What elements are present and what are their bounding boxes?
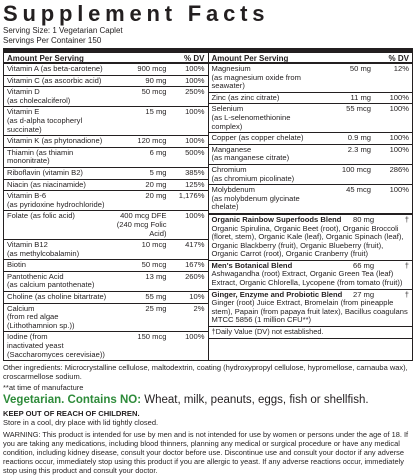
nutrient-label: Zinc (as zinc citrate) — [211, 92, 280, 102]
nutrient-source: inactivated yeast (Saccharomyces cerevisiae)) — [7, 341, 105, 359]
right-rows — [209, 64, 413, 213]
nutrient-row — [209, 133, 413, 145]
nutrient-dv: 100% — [185, 75, 205, 85]
nutrient-name — [212, 134, 314, 143]
nutrient-label: Thiamin (as thiamin mononitrate) — [7, 147, 74, 166]
nutrient-name — [212, 146, 314, 163]
amount-value: 20 mg — [145, 191, 167, 201]
nutrient-amount — [109, 273, 171, 290]
amount-value: 5 mg — [149, 167, 167, 177]
nutrient-row — [209, 104, 413, 133]
nutrient-dv: 167% — [185, 260, 205, 270]
nutrient-dv: 100% — [185, 107, 205, 117]
nutrient-amount — [109, 305, 171, 331]
nutrient-source: (as calcium pantothenate) — [7, 280, 95, 290]
nutrient-source: (as cholecalciferol) — [7, 95, 71, 105]
amount-value: 2.3 mg — [347, 144, 371, 154]
nutrient-row — [209, 185, 413, 213]
blend-amount: 27 mg — [353, 289, 375, 299]
nutrient-label: Copper (as copper chelate) — [211, 133, 304, 143]
amount-value: 90 mg — [145, 75, 167, 85]
nutrient-source: (as d-alpha tocopheryl succinate) — [7, 115, 83, 134]
nutrient-row — [4, 240, 208, 260]
nutrient-label: Selenium — [211, 104, 244, 114]
nutrient-label: Vitamin B12 — [7, 240, 48, 250]
blend-name: Men's Botanical Blend — [211, 260, 293, 270]
nutrient-row — [4, 87, 208, 107]
blend-row — [209, 290, 413, 327]
nutrient-amount — [313, 105, 375, 131]
other-ingredients: Other ingredients: Microcrystalline cellulose, maltodextrin, coating (hydroxypropyl cellulose, hypromellose, carnauba wax), croscarmellose sodium. — [3, 363, 408, 382]
blend-row — [209, 213, 413, 261]
nutrient-name — [7, 212, 109, 238]
nutrient-row — [209, 64, 413, 93]
nutrient-row — [4, 191, 208, 211]
nutrient-label: Choline (as choline bitartrate) — [7, 292, 107, 302]
amount-value: 120 mcg — [137, 136, 167, 146]
warning-text: WARNING: This product is intended for use by men and is not intended for use by women or persons under the age of 18. If you are taking any medications, including blood thinners, planning any medical or surgical procedure or have any medical condition, including kidney disease, consult your doctor before use. Discontinue use and consult your doctor if any adverse reactions occur, immediately stop using this product if you are allergic to yeast. If any adverse reactions occur, immediately stop using this product and consult your doctor. — [3, 430, 409, 475]
nutrient-dv: 100% — [389, 185, 409, 195]
amount-note: (240 mcg Folic Acid) — [116, 219, 167, 238]
nutrient-name — [212, 105, 314, 131]
nutrient-row — [4, 180, 208, 192]
nutrient-label: Pantothenic Acid — [7, 271, 64, 281]
nutrient-source: (as pyridoxine hydrochloride) — [7, 199, 105, 209]
amount-value: 55 mcg — [346, 104, 371, 114]
nutrient-dv: 1,176% — [178, 191, 205, 201]
nutrient-row — [4, 76, 208, 88]
right-header — [209, 53, 413, 64]
vegetarian-label: Vegetarian. Contains NO: — [3, 394, 142, 407]
nutrient-label: Molybdenum — [211, 185, 255, 195]
nutrient-amount — [109, 65, 171, 74]
amount-value: 15 mg — [145, 107, 167, 117]
nutrient-name — [7, 293, 109, 302]
nutrient-dv: 417% — [185, 240, 205, 250]
nutrient-name — [7, 261, 109, 270]
nutrient-amount — [109, 181, 171, 190]
nutrient-dv: 125% — [185, 179, 205, 189]
nutrient-source: (as methylcobalamin) — [7, 248, 80, 258]
blend-dv: † — [404, 214, 409, 224]
nutrient-dv: 2% — [193, 303, 205, 313]
nutrient-label: Magnesium — [211, 64, 251, 73]
nutrient-name — [7, 88, 109, 105]
nutrient-source: (from red algae (Lithothamnion sp.)) — [7, 312, 75, 330]
nutrient-label: Vitamin A (as beta-carotene) — [7, 64, 103, 73]
amount-value: 100 mcg — [341, 164, 371, 174]
nutrient-name — [7, 137, 109, 146]
nutrient-source: (as magnesium oxide from seawater) — [211, 72, 301, 91]
nutrient-label: Niacin (as niacinamide) — [7, 179, 86, 189]
nutrient-name — [7, 169, 109, 178]
left-header — [4, 53, 208, 64]
amount-value: 50 mg — [349, 64, 371, 73]
nutrient-label: Vitamin C (as ascorbic acid) — [7, 75, 102, 85]
nutrient-amount — [109, 261, 171, 270]
nutrient-label: Vitamin E — [7, 107, 40, 117]
nutrient-name — [212, 186, 314, 212]
nutrient-name — [7, 181, 109, 190]
serving-size: Serving Size: 1 Vegetarian Caplet — [3, 26, 123, 35]
nutrient-source: (as manganese citrate) — [211, 153, 290, 163]
amount-value: 0.9 mg — [347, 133, 371, 143]
blend-amount: 66 mg — [353, 260, 375, 270]
blend-name: Ginger, Enzyme and Probiotic Blend — [211, 289, 343, 299]
nutrient-dv: 100% — [389, 92, 409, 102]
nutrient-dv: 100% — [389, 133, 409, 143]
amount-value: 45 mcg — [346, 185, 371, 195]
nutrient-row — [4, 272, 208, 292]
amount-value: 400 mcg DFE — [120, 211, 167, 221]
nutrient-label: Manganese — [211, 144, 252, 154]
nutrient-amount — [313, 186, 375, 212]
nutrient-name — [7, 333, 109, 359]
nutrient-row — [4, 148, 208, 168]
nutrient-name — [7, 65, 109, 74]
nutrient-amount — [109, 212, 171, 238]
blend-ingredients: Organic Spirulina, Organic Beet (root), Organic Broccoli (floret, stem), Organic Kale (leaf), Organic Spinach (leaf), Organic Blackberry (fruit), Organic Blueberry (fruit), Organic Carrot (root), Organic Cranberry (fruit) — [211, 223, 404, 259]
amount-value: 900 mcg — [137, 64, 167, 73]
nutrient-row — [4, 168, 208, 180]
allergen-list: Wheat, milk, peanuts, eggs, fish or shellfish. — [141, 394, 369, 407]
nutrient-dv: 10% — [189, 292, 205, 302]
nutrient-name — [212, 65, 314, 91]
nutrient-name — [7, 241, 109, 258]
nutrient-source: (as molybdenum glycinate chelate) — [211, 193, 300, 212]
nutrient-label: Calcium — [7, 303, 35, 313]
blend-ingredients: Ashwagandha (root) Extract, Organic Green Tea (leaf) Extract, Organic Chlorella, Lycopene (from tomato (fruit)) — [211, 269, 403, 288]
nutrient-label: Iodine (from — [7, 332, 48, 342]
nutrient-row — [4, 136, 208, 148]
nutrient-amount — [109, 192, 171, 209]
nutrient-dv: 12% — [393, 64, 409, 73]
nutrient-amount — [313, 65, 375, 91]
amount-value: 10 mcg — [141, 240, 167, 250]
vegetarian-statement — [3, 394, 413, 407]
nutrient-label: Folate (as folic acid) — [7, 211, 75, 221]
nutrient-source: (as L-selenomethionine complex) — [211, 112, 291, 131]
daily-value-note: †Daily Value (DV) not established. — [209, 327, 413, 339]
servings-per-container: Servings Per Container 150 — [3, 36, 102, 45]
amount-value: 50 mcg — [141, 87, 167, 97]
nutrient-name — [7, 77, 109, 86]
facts-table — [3, 48, 413, 361]
nutrient-name — [7, 149, 109, 166]
nutrient-name — [7, 108, 109, 134]
amount-header: Amount Per Serving — [7, 54, 84, 63]
blend-amount: 80 mg — [353, 214, 375, 224]
left-column — [4, 53, 209, 360]
nutrient-name — [7, 192, 109, 209]
nutrient-label: Biotin — [7, 260, 26, 270]
nutrient-dv: 250% — [185, 87, 205, 97]
nutrient-row — [4, 332, 208, 360]
nutrient-dv: 100% — [389, 144, 409, 154]
nutrient-amount — [109, 293, 171, 302]
nutrient-dv: 100% — [185, 332, 205, 342]
nutrient-row — [4, 211, 208, 240]
amount-value: 13 mg — [145, 271, 167, 281]
nutrient-dv: 286% — [389, 164, 409, 174]
nutrient-row — [209, 165, 413, 185]
nutrient-dv: 500% — [185, 147, 205, 157]
amount-value: 25 mg — [145, 303, 167, 313]
amount-header: Amount Per Serving — [211, 54, 289, 63]
blend-dv: † — [404, 260, 409, 270]
dv-header: % DV — [388, 54, 409, 63]
nutrient-dv: 100% — [185, 64, 205, 73]
nutrient-amount — [313, 146, 375, 163]
nutrient-amount — [313, 166, 375, 183]
nutrient-row — [209, 145, 413, 165]
blend-row — [209, 261, 413, 290]
nutrient-amount — [109, 169, 171, 178]
amount-value: 55 mg — [145, 292, 167, 302]
nutrient-label: Vitamin B-6 — [7, 191, 47, 201]
nutrient-label: Chromium — [211, 164, 247, 174]
nutrient-name — [212, 166, 314, 183]
nutrient-dv: 385% — [185, 167, 205, 177]
nutrient-row — [4, 64, 208, 76]
amount-value: 150 mcg — [137, 332, 167, 342]
amount-value: 20 mg — [145, 179, 167, 189]
nutrient-row — [4, 292, 208, 304]
nutrient-row — [209, 93, 413, 105]
amount-value: 50 mcg — [141, 260, 167, 270]
nutrient-amount — [109, 108, 171, 134]
nutrient-amount — [313, 134, 375, 143]
nutrient-name — [212, 94, 314, 103]
right-column — [209, 53, 413, 360]
nutrient-row — [4, 260, 208, 272]
nutrient-amount — [109, 333, 171, 359]
nutrient-dv: 260% — [185, 271, 205, 281]
nutrient-amount — [109, 137, 171, 146]
nutrient-amount — [109, 149, 171, 166]
blends — [209, 213, 413, 327]
panel-title: Supplement Facts — [3, 1, 270, 26]
nutrient-label: Vitamin K (as phytonadione) — [7, 136, 103, 146]
nutrient-amount — [109, 88, 171, 105]
nutrient-label: Vitamin D — [7, 87, 40, 97]
nutrient-label: Riboflavin (vitamin B2) — [7, 167, 83, 177]
amount-value: 11 mg — [350, 92, 371, 102]
amount-value: 6 mg — [149, 147, 167, 157]
blend-dv: † — [404, 289, 409, 299]
nutrient-dv: 100% — [185, 136, 205, 146]
blend-name: Organic Rainbow Superfoods Blend — [211, 214, 342, 224]
nutrient-row — [4, 304, 208, 333]
dv-header: % DV — [184, 54, 205, 63]
nutrient-amount — [109, 241, 171, 258]
storage-instructions: Store in a cool, dry place with lid tightly closed. — [3, 418, 159, 428]
nutrient-dv: 100% — [389, 104, 409, 114]
left-rows — [4, 64, 208, 360]
nutrient-name — [7, 273, 109, 290]
keep-out-of-reach: KEEP OUT OF REACH OF CHILDREN. — [3, 409, 140, 419]
manufacture-note: **at time of manufacture — [3, 383, 84, 393]
nutrient-amount — [313, 94, 375, 103]
blend-ingredients: Ginger (root) Juice Extract, Bromelain (from pineapple stem), Papain (from papaya fruit latex), Bacillus coagulans MTCC 5856 (1 million CFU**) — [211, 298, 408, 325]
nutrient-source: (as chromium picolinate) — [211, 173, 295, 183]
nutrient-dv: 100% — [185, 211, 205, 221]
nutrient-row — [4, 107, 208, 136]
nutrient-name — [7, 305, 109, 331]
nutrient-amount — [109, 77, 171, 86]
